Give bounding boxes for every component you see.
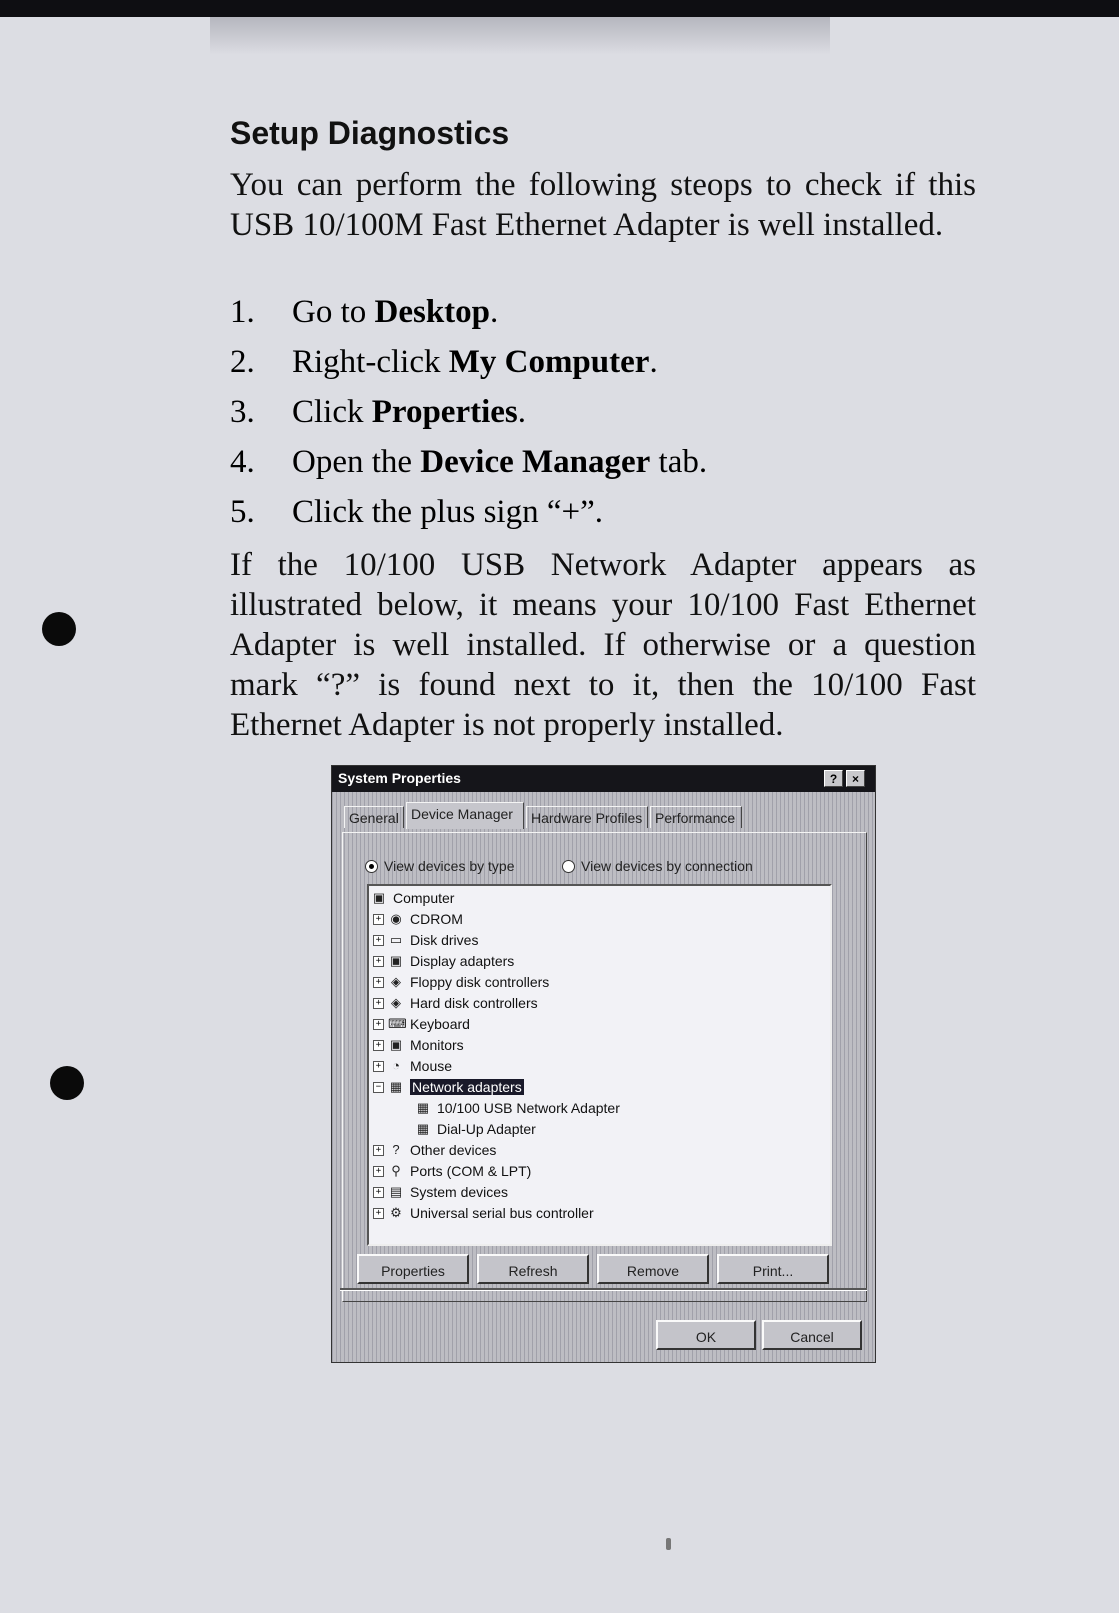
tree-node[interactable] (373, 1161, 531, 1181)
step-bold: Desktop (374, 294, 491, 330)
computer-icon: ▣ (372, 890, 386, 905)
scan-speck (666, 1538, 671, 1550)
step-text: Open the (292, 444, 421, 480)
tree-node[interactable] (373, 972, 549, 992)
system-properties-dialog (331, 765, 876, 1363)
expand-icon[interactable]: + (373, 977, 384, 988)
expand-icon[interactable]: + (373, 1019, 384, 1030)
collapse-icon[interactable]: − (373, 1082, 384, 1093)
step-number: 3. (230, 394, 255, 430)
expand-icon[interactable]: + (373, 1208, 384, 1219)
refresh-button[interactable]: Refresh (477, 1254, 589, 1284)
tab-performance[interactable]: Performance (650, 806, 742, 828)
divider (340, 1288, 867, 1291)
tree-node-label: System devices (410, 1184, 509, 1200)
question-icon: ? (392, 1142, 400, 1157)
tree-child-label: Dial-Up Adapter (437, 1121, 536, 1137)
tree-node-label: Network adapters (412, 1079, 522, 1095)
expand-icon[interactable]: + (373, 1166, 384, 1177)
tree-node-label: Keyboard (410, 1016, 470, 1032)
step-number: 4. (230, 444, 255, 480)
keyboard-icon: ⌨ (388, 1016, 407, 1031)
step-text-end: tab. (650, 444, 708, 480)
tree-node[interactable] (373, 1056, 452, 1076)
radio-by-type-label: View devices by type (384, 858, 515, 874)
radio-unselected-icon (562, 860, 575, 873)
tree-node[interactable] (373, 1182, 508, 1202)
intro-paragraph: You can perform the following steops to check if this USB 10/100M Fast Ethernet Adapter is well installed. (230, 167, 976, 243)
punch-hole-1 (42, 612, 76, 646)
tree-node-selected[interactable] (373, 1077, 524, 1097)
tree-node-label: Disk drives (410, 932, 479, 948)
tree-node-label: Other devices (410, 1142, 497, 1158)
help-button[interactable]: ? (824, 770, 843, 787)
expand-icon[interactable]: + (373, 1061, 384, 1072)
expand-icon[interactable]: + (373, 1040, 384, 1051)
radio-by-connection-label: View devices by connection (581, 858, 753, 874)
mouse-icon: ◔ (392, 1058, 400, 1073)
step-number: 5. (230, 494, 255, 530)
network-icon: ▦ (389, 1079, 403, 1094)
tree-node[interactable] (373, 1140, 496, 1160)
step-item (230, 442, 707, 492)
expand-icon[interactable]: + (373, 1187, 384, 1198)
step-number: 2. (230, 344, 255, 380)
tree-node-label: Hard disk controllers (410, 995, 538, 1011)
step-text: Click (292, 394, 372, 430)
expand-icon[interactable]: + (373, 914, 384, 925)
scan-smudge (210, 17, 830, 55)
step-item (230, 292, 707, 342)
cdrom-icon: ◉ (390, 911, 402, 926)
expand-icon[interactable]: + (373, 956, 384, 967)
step-number: 1. (230, 294, 255, 330)
network-adapter-icon: ▦ (416, 1121, 430, 1136)
dialog-title: System Properties (338, 770, 461, 786)
tree-node-label: Ports (COM & LPT) (410, 1163, 532, 1179)
step-text: Right-click (292, 344, 449, 380)
step-bold: Device Manager (420, 444, 651, 480)
properties-button[interactable]: Properties (357, 1254, 469, 1284)
radio-by-type[interactable] (365, 858, 514, 874)
usb-icon: ⚙ (390, 1205, 402, 1220)
tree-node[interactable] (373, 909, 463, 929)
step-text: Click the plus sign “+”. (292, 494, 603, 530)
step-text: Go to (292, 294, 375, 330)
step-item (230, 342, 707, 392)
tree-node-label: Monitors (410, 1037, 464, 1053)
expand-icon[interactable]: + (373, 1145, 384, 1156)
tree-node-label: CDROM (410, 911, 463, 927)
tree-child[interactable] (415, 1098, 620, 1118)
tree-node[interactable] (373, 951, 514, 971)
tab-general[interactable]: General (344, 806, 404, 828)
punch-hole-2 (50, 1066, 84, 1100)
cancel-button[interactable]: Cancel (762, 1320, 862, 1350)
steps-list (230, 292, 707, 542)
hard-disk-icon: ◈ (391, 995, 401, 1010)
step-item (230, 492, 707, 542)
floppy-icon: ◈ (391, 974, 401, 989)
tree-node[interactable] (373, 930, 478, 950)
remove-button[interactable]: Remove (597, 1254, 709, 1284)
result-paragraph: If the 10/100 USB Network Adapter appears as illustrated below, it means your 10/100 Fast Ethernet Adapter is well installed. If otherwise or a question mark “?” is found next to it, then the 10/100 Fast Ethernet Adapter is not properly installed. (230, 547, 976, 743)
monitor-icon: ▣ (389, 1037, 403, 1052)
scan-top-edge (0, 0, 1119, 17)
tree-node-label: Floppy disk controllers (410, 974, 550, 990)
expand-icon[interactable]: + (373, 935, 384, 946)
step-bold: My Computer (448, 344, 650, 380)
tree-node[interactable] (373, 1014, 470, 1034)
tree-child[interactable] (415, 1119, 536, 1139)
step-text-end: . (490, 294, 499, 330)
dialog-titlebar[interactable] (332, 766, 875, 792)
step-item (230, 392, 707, 442)
radio-selected-icon (365, 860, 378, 873)
expand-icon[interactable]: + (373, 998, 384, 1009)
system-icon: ▤ (389, 1184, 403, 1199)
close-button[interactable]: × (846, 770, 865, 787)
step-bold: Properties (371, 394, 518, 430)
radio-by-connection[interactable] (562, 858, 753, 874)
step-text-end: . (517, 394, 527, 430)
port-icon: ⚲ (391, 1163, 401, 1178)
tree-root[interactable] (371, 888, 454, 908)
tree-child-label: 10/100 USB Network Adapter (437, 1100, 620, 1116)
tree-node[interactable] (373, 1203, 594, 1223)
device-tree[interactable] (367, 884, 832, 1246)
page-title: Setup Diagnostics (230, 115, 510, 151)
step-text-end: . (649, 344, 658, 380)
tree-root-label: Computer (393, 890, 455, 906)
tree-node-label: Universal serial bus controller (410, 1205, 594, 1221)
tab-hardware-profiles[interactable]: Hardware Profiles (526, 806, 648, 828)
tree-node[interactable] (373, 1035, 464, 1055)
tree-node-label: Mouse (410, 1058, 453, 1074)
tab-device-manager[interactable]: Device Manager (406, 802, 524, 829)
tree-node-label: Display adapters (410, 953, 515, 969)
disk-drive-icon: ▭ (389, 932, 403, 947)
tree-node[interactable] (373, 993, 538, 1013)
ok-button[interactable]: OK (656, 1320, 756, 1350)
network-adapter-icon: ▦ (416, 1100, 430, 1115)
display-icon: ▣ (389, 953, 403, 968)
print-button[interactable]: Print... (717, 1254, 829, 1284)
